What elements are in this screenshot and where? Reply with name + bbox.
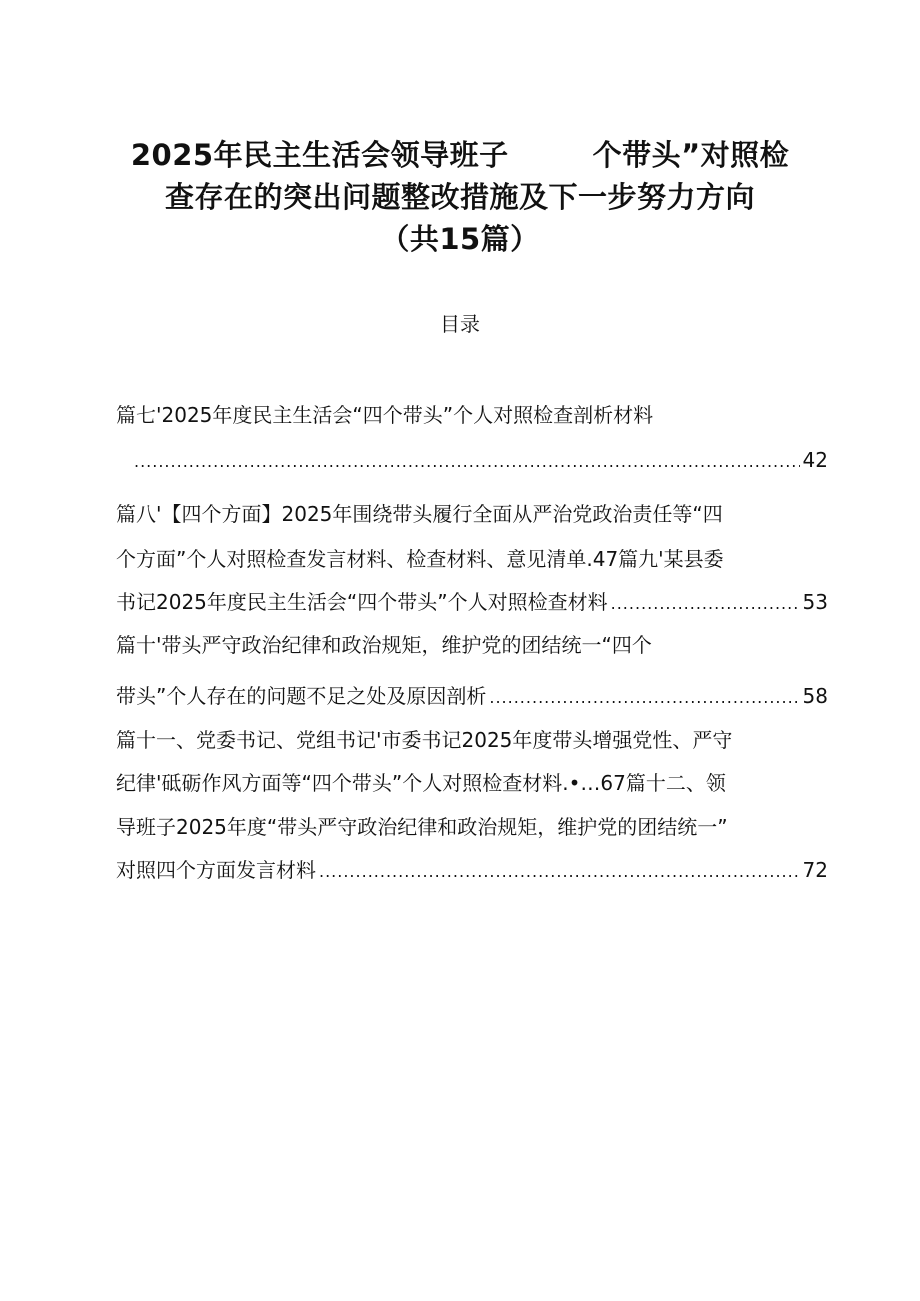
toc-line-11: 对照四个方面发言材料 ..... 72 — [116, 853, 828, 887]
title-line-1: 2025年民主生活会领导班子 个带头”对照检 — [130, 138, 790, 172]
title-line-3: （共15篇） — [380, 222, 540, 256]
toc-leader-dots — [319, 855, 800, 887]
toc-leader-dots — [611, 587, 800, 619]
toc-page-number: 42 — [802, 448, 828, 472]
toc-leader-dots — [134, 445, 800, 477]
toc-line-4: 个方面”个人对照检查发言材料、检查材料、意见清单.47篇九'某县委 — [116, 547, 724, 571]
toc-line-1: 篇七'2025年度民主生活会“四个带头”个人对照检查剖析材料 — [116, 403, 654, 427]
toc-page-number: 72 — [802, 858, 828, 882]
document-title — [80, 134, 840, 260]
toc-page-number: 58 — [802, 684, 828, 708]
toc-line-8: 篇十一、党委书记、党组书记'市委书记2025年度带头增强党性、严守 — [116, 728, 733, 752]
toc-line-2 — [116, 443, 828, 477]
title-line-2: 查存在的突出问题整改措施及下一步努力方向 — [164, 180, 755, 214]
toc-heading: 目录 — [440, 312, 480, 336]
toc-line-7: 带头”个人存在的问题不足之处及原因剖析 ..... 58 — [116, 679, 828, 713]
toc-line-3: 篇八'【四个方面】2025年围绕带头履行全面从严治党政治责任等“四 — [116, 502, 723, 526]
toc-line-10: 导班子2025年度“带头严守政治纪律和政治规矩，维护党的团结统一” — [116, 815, 728, 839]
toc-line-6: 篇十'带头严守政治纪律和政治规矩，维护党的团结统一“四个 — [116, 633, 652, 657]
toc-page-number: 53 — [802, 590, 828, 614]
toc-line-9: 纪律'砥砺作风方面等“四个带头”个人对照检查材料.•…67篇十二、领 — [116, 771, 726, 795]
toc-line-5: 书记2025年度民主生活会“四个带头”个人对照检查材料 ..... 53 — [116, 585, 828, 619]
toc-leader-dots — [489, 681, 799, 713]
